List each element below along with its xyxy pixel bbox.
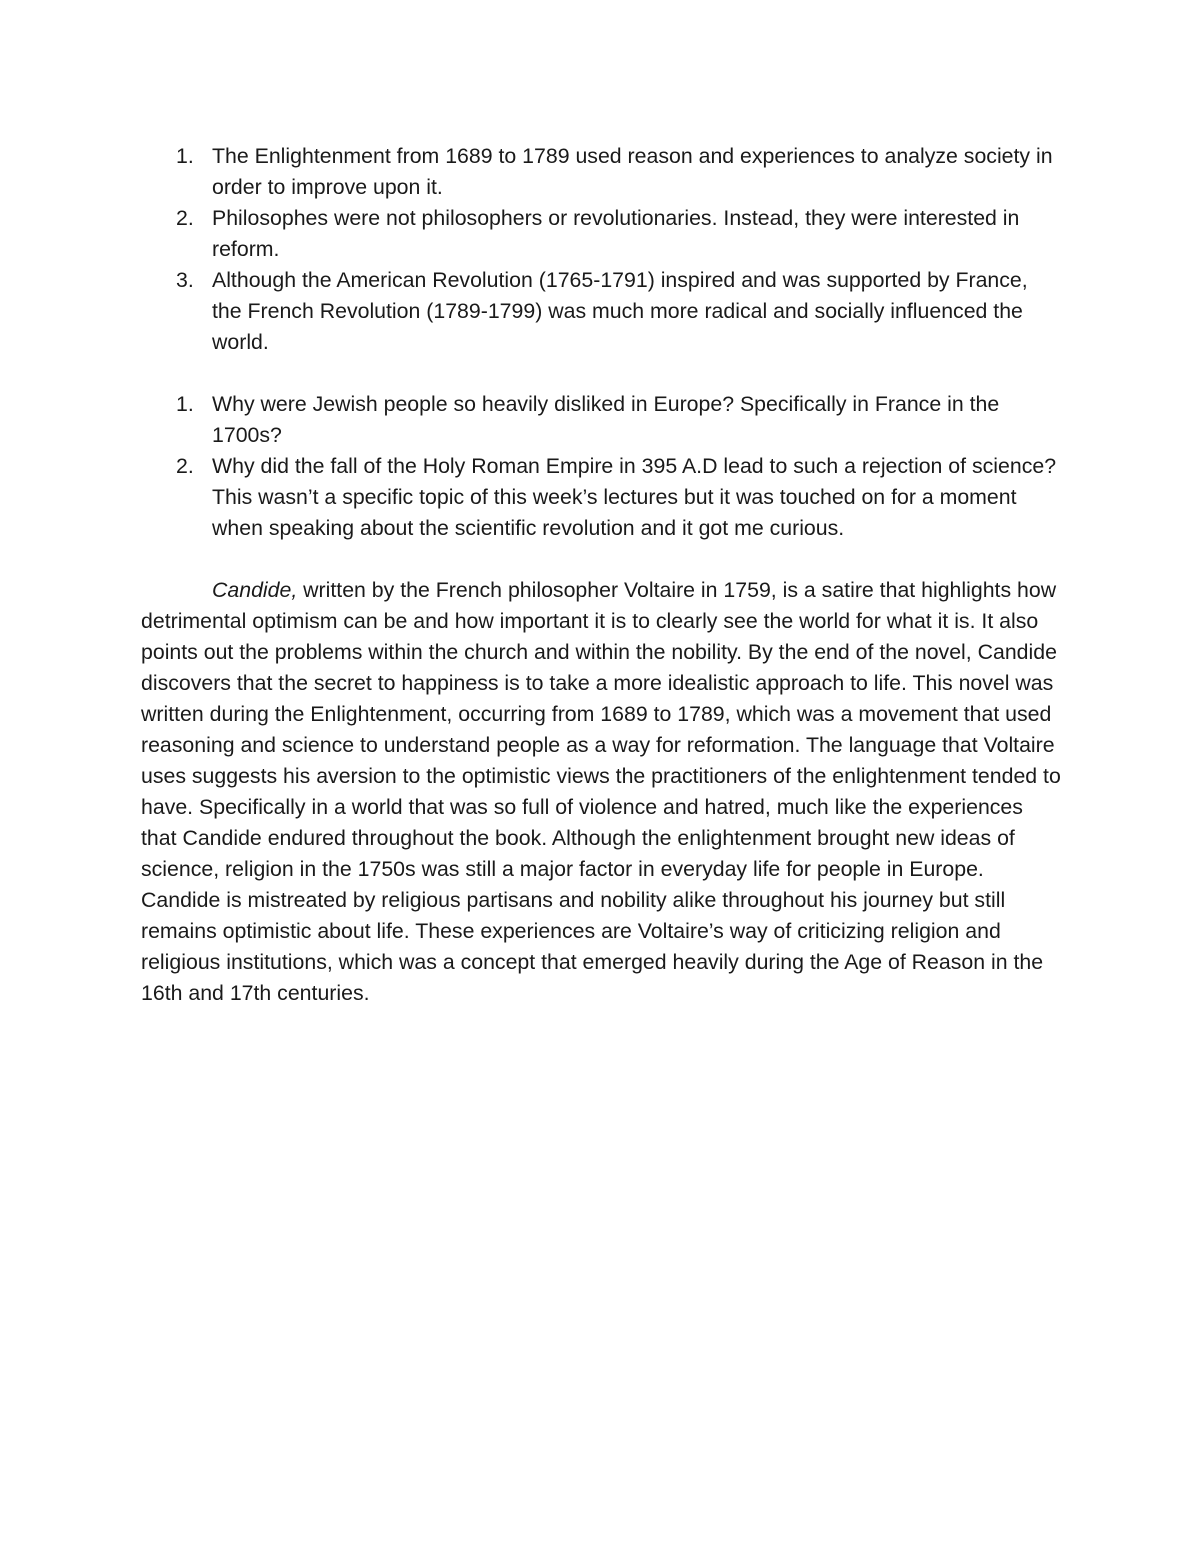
spacer — [141, 358, 1061, 389]
summary-points-list — [141, 141, 1061, 358]
document-content — [141, 141, 1061, 1009]
book-title: Candide, — [212, 578, 298, 602]
list-number: 3. — [176, 268, 194, 292]
list-item-text: Why did the fall of the Holy Roman Empire in 395 A.D lead to such a rejection of science? This wasn’t a specific topic of this week’s lectures but it was touched on for a moment when speaking about the scientific revolution and it got me curious. — [212, 454, 1057, 540]
summary-point — [141, 141, 1061, 203]
list-item-text: Philosophes were not philosophers or revolutionaries. Instead, they were interested in reform. — [212, 206, 1020, 261]
list-item-text: Why were Jewish people so heavily disliked in Europe? Specifically in France in the 1700s? — [212, 392, 1000, 447]
list-number: 2. — [176, 206, 194, 230]
summary-point — [141, 203, 1061, 265]
question-item — [141, 389, 1061, 451]
list-item-text: Although the American Revolution (1765-1791) inspired and was supported by France, the French Revolution (1789-1799) was much more radical and socially influenced the world. — [212, 268, 1028, 354]
spacer — [141, 544, 1061, 575]
question-item — [141, 451, 1061, 544]
list-number: 1. — [176, 144, 194, 168]
essay-paragraph — [141, 575, 1061, 1009]
list-number: 1. — [176, 392, 194, 416]
list-number: 2. — [176, 454, 194, 478]
summary-point — [141, 265, 1061, 358]
essay-body: written by the French philosopher Voltaire in 1759, is a satire that highlights how detrimental optimism can be and how important it is to clearly see the world for what it is. It also points out the problems within the church and within the nobility. By the end of the novel, Candide discovers that the secret to happiness is to take a more idealistic approach to life. This novel was written during the Enlightenment, occurring from 1689 to 1789, which was a movement that used reasoning and science to understand people as a way for reformation. The language that Voltaire uses suggests his aversion to the optimistic views the practitioners of the enlightenment tended to have. Specifically in a world that was so full of violence and hatred, much like the experiences that Candide endured throughout the book. Although the enlightenment brought new ideas of science, religion in the 1750s was still a major factor in everyday life for people in Europe. Candide is mistreated by religious partisans and nobility alike throughout his journey but still remains optimistic about life. These experiences are Voltaire’s way of criticizing religion and religious institutions, which was a concept that emerged heavily during the Age of Reason in the 16th and 17th centuries. — [141, 578, 1061, 1005]
list-item-text: The Enlightenment from 1689 to 1789 used reason and experiences to analyze society in order to improve upon it. — [212, 144, 1053, 199]
questions-list — [141, 389, 1061, 544]
